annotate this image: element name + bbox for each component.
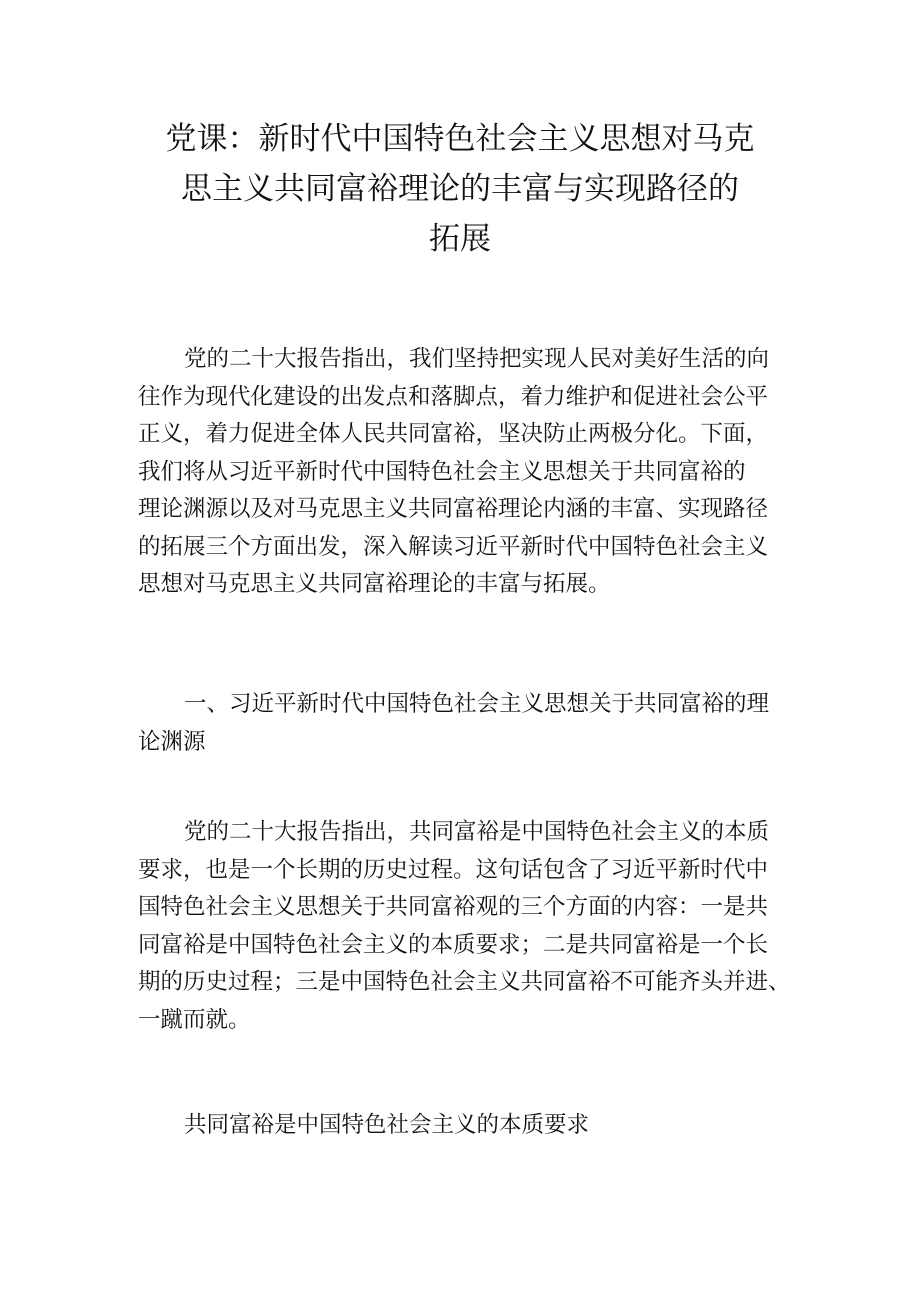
section-heading-2 [138, 1107, 788, 1145]
text-line: 论渊源 [138, 728, 206, 755]
title-line: 拓展 [429, 221, 491, 257]
text-line: 要求，也是一个长期的历史过程。这句话包含了习近平新时代中 [138, 856, 769, 883]
title-line: 党课：新时代中国特色社会主义思想对马克 [165, 121, 755, 157]
body-paragraph [138, 814, 791, 1039]
text-line: 共同富裕是中国特色社会主义的本质要求 [184, 1112, 590, 1138]
text-line: 一、习近平新时代中国特色社会主义思想关于共同富裕的理 [184, 691, 770, 717]
text-line: 党的二十大报告指出，共同富裕是中国特色社会主义的本质 [184, 819, 770, 845]
text-line: 的拓展三个方面出发，深入解读习近平新时代中国特色社会主义 [138, 533, 769, 560]
intro-paragraph [138, 341, 788, 604]
text-line: 期的历史过程；三是中国特色社会主义共同富裕不可能齐头并进、 [138, 969, 791, 995]
text-line: 往作为现代化建设的出发点和落脚点，着力维护和促进社会公平 [138, 383, 769, 410]
text-line: 同富裕是中国特色社会主义的本质要求；二是共同富裕是一个长 [138, 931, 769, 958]
text-line: 国特色社会主义思想关于共同富裕观的三个方面的内容：一是共 [138, 894, 769, 920]
document-title [140, 114, 780, 264]
text-line: 一蹴而就。 [138, 1006, 251, 1033]
text-line: 我们将从习近平新时代中国特色社会主义思想关于共同富裕的 [138, 458, 746, 485]
title-line: 思主义共同富裕理论的丰富与实现路径的 [181, 171, 739, 207]
section-heading-1 [138, 686, 788, 761]
text-line: 思想对马克思主义共同富裕理论的丰富与拓展。 [138, 571, 611, 597]
text-line: 党的二十大报告指出，我们坚持把实现人民对美好生活的向 [184, 346, 770, 372]
text-line: 正义，着力促进全体人民共同富裕，坚决防止两极分化。下面， [138, 421, 769, 447]
text-line: 理论渊源以及对马克思主义共同富裕理论内涵的丰富、实现路径 [138, 496, 769, 522]
